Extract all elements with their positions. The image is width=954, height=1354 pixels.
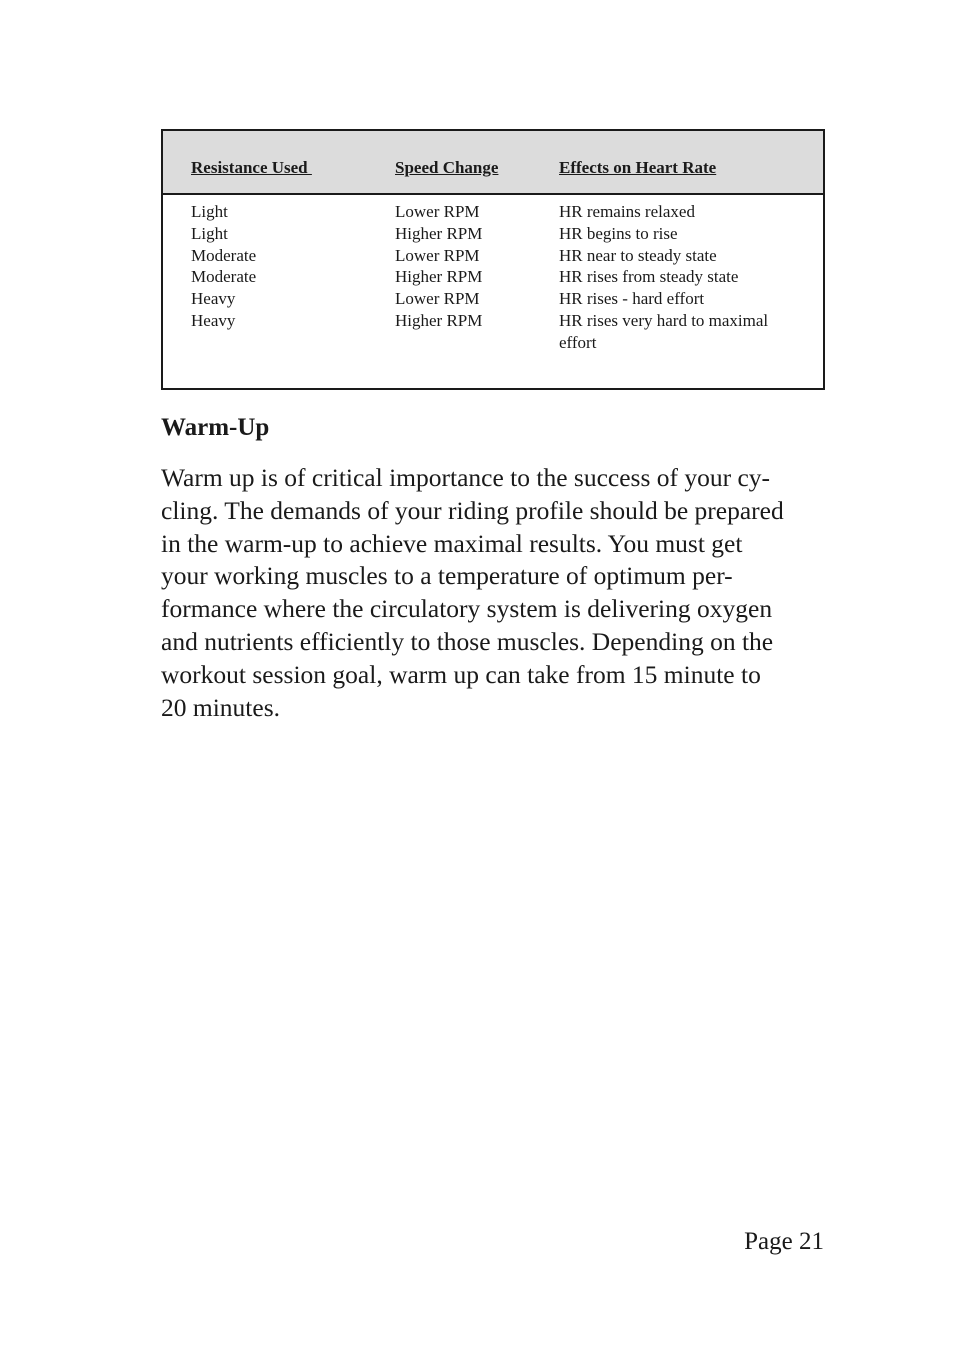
- cell-resistance: Light: [191, 224, 228, 243]
- table-row: [163, 245, 823, 267]
- cell-effect: HR rises from steady state: [559, 267, 739, 286]
- cell-speed: Lower RPM: [395, 202, 480, 221]
- table-header-row: [163, 131, 823, 195]
- table-row: [163, 266, 823, 288]
- table-row: [163, 288, 823, 310]
- cell-speed: Higher RPM: [395, 224, 483, 243]
- section-heading: Warm-Up: [161, 414, 270, 441]
- cell-effect: HR near to steady state: [559, 246, 717, 265]
- paragraph-line: cling. The demands of your riding profile should be prepared: [161, 495, 784, 525]
- cell-resistance: Moderate: [191, 246, 257, 265]
- cell-resistance: Heavy: [191, 311, 236, 330]
- heart-rate-table: [161, 129, 825, 390]
- paragraph-line: and nutrients efficiently to those muscles. Depending on the: [161, 626, 774, 656]
- cell-speed: Lower RPM: [395, 289, 480, 308]
- cell-effect: HR remains relaxed: [559, 202, 695, 221]
- cell-effect: HR begins to rise: [559, 224, 678, 243]
- header-speed-change: Speed Change: [395, 158, 499, 177]
- cell-effect: HR rises - hard effort: [559, 289, 705, 308]
- table-row: [163, 310, 823, 352]
- cell-resistance: Moderate: [191, 267, 257, 286]
- cell-resistance: Heavy: [191, 289, 236, 308]
- table-row: [163, 223, 823, 245]
- paragraph-line: Warm up is of critical importance to the success of your cy-: [161, 463, 771, 492]
- table-row: [163, 201, 823, 223]
- header-resistance-used: Resistance Used: [191, 158, 312, 177]
- paragraph-line: workout session goal, warm up can take from 15 minute to: [161, 659, 761, 689]
- paragraph-line: in the warm-up to achieve maximal results. You must get: [161, 528, 743, 558]
- cell-resistance: Light: [191, 202, 228, 221]
- cell-effect: HR rises very hard to maximal effort: [559, 311, 769, 352]
- cell-speed: Higher RPM: [395, 267, 483, 286]
- header-effects-on-heart-rate: Effects on Heart Rate: [559, 158, 717, 177]
- paragraph-line: 20 minutes.: [161, 692, 280, 722]
- cell-speed: Lower RPM: [395, 246, 480, 265]
- warm-up-paragraph: [161, 462, 826, 724]
- page-number: Page 21: [744, 1228, 824, 1255]
- paragraph-line: your working muscles to a temperature of optimum per-: [161, 561, 733, 591]
- cell-speed: Higher RPM: [395, 311, 483, 330]
- paragraph-line: formance where the circulatory system is delivering oxygen: [161, 594, 773, 624]
